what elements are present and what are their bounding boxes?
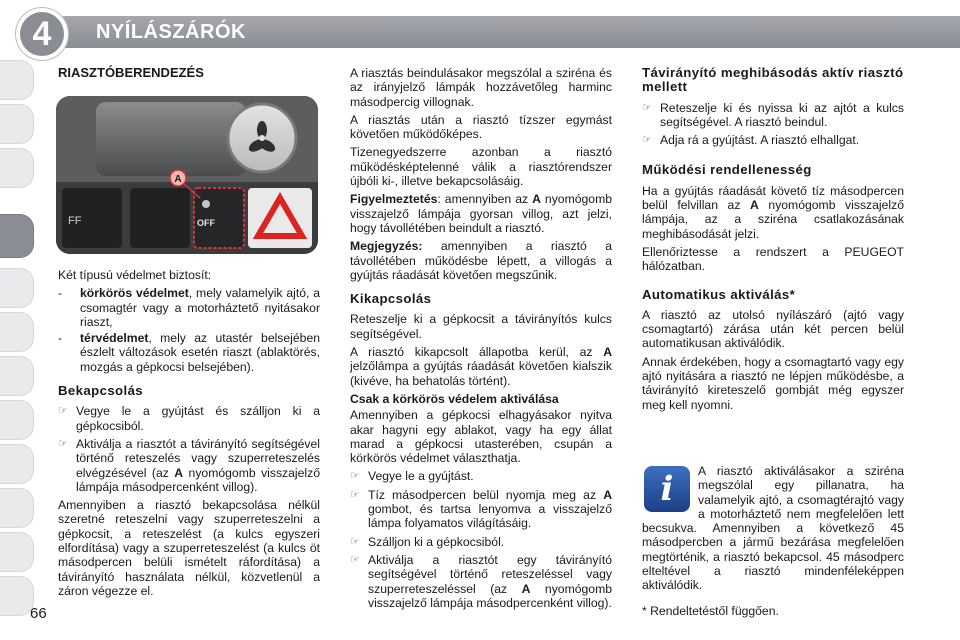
list-item: ☞ Vegye le a gyújtást és szálljon ki a gépkocsiból. [58,404,320,433]
chapter-tab-active[interactable] [0,214,34,258]
hand-pointer-icon: ☞ [350,470,360,483]
paragraph: Ellenőriztesse a rendszert a PEUGEOT hálózatban. [642,244,904,274]
list-item: ☞ Szálljon ki a gépkocsiból. [350,534,505,549]
subheading-tavirányito-hiba: Távirányító meghibásodás aktív riasztó mellett [642,65,904,95]
hand-pointer-icon: ☞ [350,553,360,566]
subheading-automatikus: Automatikus aktiválás* [642,286,796,302]
chapter-tab-strip [0,0,46,640]
chapter-tab[interactable] [0,400,34,440]
chapter-tab[interactable] [0,60,34,100]
footnote: * Rendeltetéstől függően. [642,604,779,618]
paragraph: A riasztás után a riasztó tízszer egymást követően működőképes. [350,112,612,142]
paragraph: Tizenegyedszerre azonban a riasztó működésképtelenné válik a riasztórendszer újbóli ki-, illetve bekapcsolásáig. [350,145,612,189]
list-item: - körkörös védelmet, mely valamelyik ajtó, a csomagtér vagy a motorháztető nyitásakor riaszt, [58,286,320,329]
hand-pointer-icon: ☞ [350,535,360,548]
list-item: ☞ Vegye le a gyújtást. [350,469,474,484]
list-item: ☞ Reteszelje ki és nyissa ki az ajtót a kulcs segítségével. A riasztó beindul. [642,100,904,129]
hand-pointer-icon: ☞ [642,134,652,147]
list-item: ☞ Adja rá a gyújtást. A riasztó elhallgat. [642,133,860,148]
page-number: 66 [30,605,47,622]
column-3 [642,66,904,416]
page-title: NYÍLÁSZÁRÓK [96,21,246,43]
chapter-tab[interactable] [0,444,34,484]
paragraph: A riasztó az utolsó nyílászáró (ajtó vagy csomagtartó) zárása után két percen belül automatikusan aktiválódik. [642,307,904,351]
chapter-tab[interactable] [0,488,34,528]
paragraph: Amennyiben a gépkocsi elhagyásakor nyitva akar hagyni egy ablakot, vagy ha egy állat marad a gépkocsi utasterében, csupán a körkörös védelmet választhatja. [350,408,612,466]
subheading-mukodesi: Működési rendellenesség [642,162,812,178]
note-paragraph: Megjegyzés: amennyiben a riasztó a távollétében működésbe lépett, a villogás a gyújtás ráadását követően megszűnik. [350,239,612,282]
list-item: ☞ Aktiválja a riasztót egy távirányító segítségével történő reteszeléssel vagy szuperreteszeléssel (az A nyomógomb visszajelző lámpája másodpercenként villog). [350,552,612,610]
callout-label: A [174,174,182,185]
chapter-tab[interactable] [0,104,34,144]
paragraph: A riasztás beindulásakor megszólal a sziréna és az irányjelző lámpák hozzávetőleg harminc másodpercig villognak. [350,66,612,109]
hand-pointer-icon: ☞ [58,405,68,418]
hand-pointer-icon: ☞ [58,437,68,450]
alarm-button-photo [56,96,318,254]
column-1-body [58,268,320,602]
chapter-tab[interactable] [0,576,34,616]
list-item: - térvédelmet, mely az utastér belsejében észlelt változások esetén riaszt (ablaktörés, mozgás a gépkocsi belsejében). [58,331,320,374]
intro-text: Két típusú védelmet biztosít: [58,268,212,282]
column-2 [350,66,612,614]
chapter-number: 4 [16,8,68,60]
chapter-tab[interactable] [0,148,34,188]
list-item: ☞ Tíz másodpercen belül nyomja meg az A gombot, és tartsa lenyomva a visszajelző lámpa folyamatos világításáig. [350,487,612,531]
chapter-tab[interactable] [0,312,34,352]
paragraph: Ha a gyújtás ráadását követő tíz másodpercen belül felvillan az A nyomógomb visszajelző lámpája, az a sziréna csatlakozásának meghibásodását jelzi. [642,183,904,241]
switch-off-label: OFF [197,218,215,228]
list-item: ☞ Aktiválja a riasztót a távirányító segítségével történő reteszelés vagy szuperreteszelés elvégzésével (az A nyomógomb visszajelző lámpája másodpercenként villog). [58,436,320,494]
chapter-tab[interactable] [0,532,34,572]
subheading-korkoros: Csak a körkörös védelem aktiválása [350,391,559,406]
hand-pointer-icon: ☞ [642,101,652,114]
section-heading: RIASZTÓBERENDEZÉS [58,65,204,80]
paragraph: Amennyiben a riasztó bekapcsolása nélkül szeretné reteszelni vagy szuperreteszelni a gépkocsit, a reteszelést (a kulcs egyszeri elfordítása) vagy a szuperreteszelést (a kulcs öt másodpercen belüli ismételt ráfordítása) a távirányító használata nélkül, közvetlenül a záron végezze el. [58,498,320,598]
column-1 [58,66,320,88]
subheading-bekapcsolas: Bekapcsolás [58,383,144,399]
subheading-kikapcsolas: Kikapcsolás [350,291,432,307]
paragraph: Reteszelje ki a gépkocsit a távirányítós kulcs segítségével. [350,312,612,341]
svg-text:FF: FF [68,215,82,227]
chapter-tab[interactable] [0,356,34,396]
chapter-tab[interactable] [0,268,34,308]
info-icon: i [644,466,690,512]
paragraph: Annak érdekében, hogy a csomagtartó vagy egy ajtó nyitására a riasztó ne lépjen működésbe, a távirányító kireteszelő gombját még egyszer meg kell nyomni. [642,354,904,412]
warning-paragraph: Figyelmeztetés: amennyiben az A nyomógomb visszajelző lámpája gyorsan villog, azt jelzi, hogy távollétében beindult a riasztó. [350,192,613,235]
paragraph: A riasztó kikapcsolt állapotba kerül, az A jelzőlámpa a gyújtás ráadását követően kialszik (kivéve, ha behatolás történt). [350,345,612,388]
info-text: A riasztó aktiválásakor a sziréna megszólal egy pillanatra, ha valamelyik ajtó, a csomagtérajtó vagy a motorháztető nem megfelelően lett becsukva. Amennyiben a következő 45 másodpercben a jármű bezárása megfelelően megtörténik, a riasztó bekapcsol. 45 másodperc elteltével a riasztó mindenféleképpen aktiválódik. [642,464,904,593]
hand-pointer-icon: ☞ [350,488,360,501]
dashboard-illustration [56,96,318,254]
